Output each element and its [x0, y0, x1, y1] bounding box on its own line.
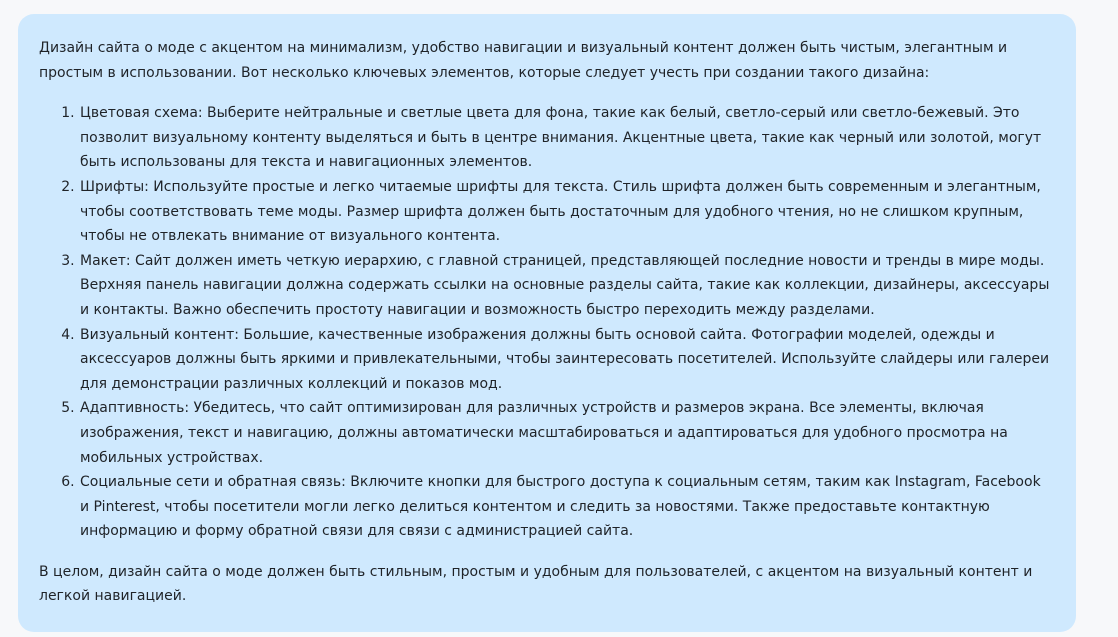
list-item: 6. Социальные сети и обратная связь: Включите кнопки для быстрого доступа к социальным сетям, таким как Instagram, Facebook и Pinterest, чтобы посетители могли легко делиться контентом и следить за новостями. Также предоставьте контактную информацию и форму обратной связи для связи с администрацией сайта. — [79, 470, 1054, 544]
message-conclusion: В целом, дизайн сайта о моде должен быть стильным, простым и удобным для пользователей, с акцентом на визуальный контент и легкой навигацией. — [39, 563, 1033, 605]
list-item: 5. Адаптивность: Убедитесь, что сайт оптимизирован для различных устройств и размеров экрана. Все элементы, включая изображения, текст и навигацию, должны автоматически масштабироваться и адаптироваться для удобного просмотра на мобильных устройствах. — [79, 396, 1054, 470]
message-list — [39, 101, 1054, 544]
list-item: 1. Цветовая схема: Выберите нейтральные и светлые цвета для фона, такие как белый, светло-серый или светло-бежевый. Это позволит визуальному контенту выделяться и быть в центре внимания. Акцентные цвета, такие как черный или золотой, могут быть использованы для текста и навигационных элементов. — [79, 101, 1054, 175]
list-item: 4. Визуальный контент: Большие, качественные изображения должны быть основой сайта. Фотографии моделей, одежды и аксессуаров должны быть яркими и привлекательными, чтобы заинтересовать посетителей. Используйте слайдеры или галереи для демонстрации различных коллекций и показов мод. — [79, 323, 1054, 397]
assistant-message-bubble — [18, 14, 1076, 632]
message-intro: Дизайн сайта о моде с акцентом на минимализм, удобство навигации и визуальный контент должен быть чистым, элегантным и простым в использовании. Вот несколько ключевых элементов, которые следует учесть при создании такого дизайна: — [39, 40, 1008, 81]
list-item: 2. Шрифты: Используйте простые и легко читаемые шрифты для текста. Стиль шрифта должен быть современным и элегантным, чтобы соответствовать теме моды. Размер шрифта должен быть достаточным для удобного чтения, но не слишком крупным, чтобы не отвлекать внимание от визуального контента. — [79, 175, 1054, 249]
list-item: 3. Макет: Сайт должен иметь четкую иерархию, с главной страницей, представляющей последние новости и тренды в мире моды. Верхняя панель навигации должна содержать ссылки на основные разделы сайта, такие как коллекции, дизайнеры, аксессуары и контакты. Важно обеспечить простоту навигации и возможность быстро переходить между разделами. — [79, 249, 1054, 323]
